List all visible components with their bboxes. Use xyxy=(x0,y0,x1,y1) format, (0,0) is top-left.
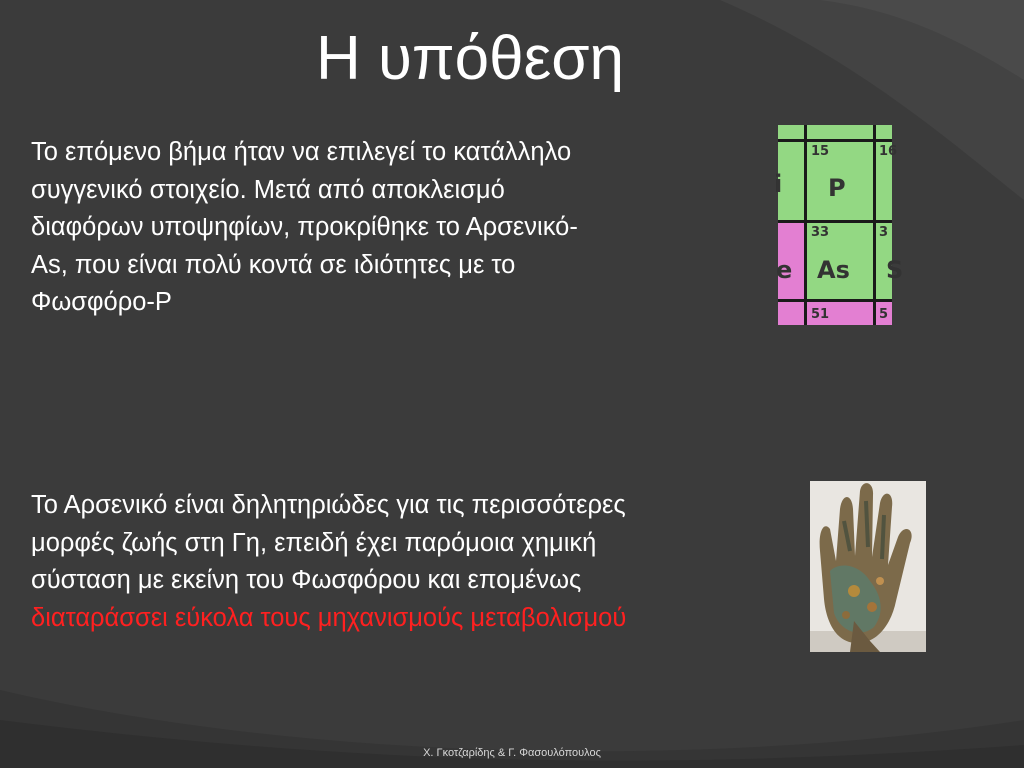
paragraph-line: συγγενικό στοιχείο. Μετά από αποκλεισμό xyxy=(31,175,505,204)
element-symbol: P xyxy=(828,174,846,202)
arsenic-poisoned-hand-image xyxy=(810,481,926,652)
footer-authors: Χ. Γκοτζαρίδης & Γ. Φασουλόπουλος xyxy=(423,747,601,759)
paragraph-line: As, που είναι πολύ κοντά σε ιδιότητες με το xyxy=(31,250,516,279)
element-cell-partial-right: 3 S xyxy=(876,223,892,299)
paragraph-line: σύσταση με εκείνη του Φωσφόρου και επομένως xyxy=(31,566,582,594)
hand-icon xyxy=(810,481,926,652)
highlighted-text: διαταράσσει εύκολα τους μηχανισμούς μεταβολισμού xyxy=(31,603,627,632)
paragraph-line: Το Αρσενικό είναι δηλητηριώδες για τις περισσότερες xyxy=(31,491,626,519)
element-cell-arsenic xyxy=(807,223,873,299)
element-cell-partial-right: 16 xyxy=(876,142,892,220)
element-cell-partial-left: e xyxy=(778,223,804,299)
atomic-number: 15 xyxy=(811,144,830,159)
paragraph-toxicity xyxy=(31,487,626,637)
element-cell-phosphorus xyxy=(807,142,873,220)
atomic-number: 33 xyxy=(811,225,830,240)
element-cell-partial-left: i xyxy=(778,142,804,220)
slide-title: Η υπόθεση xyxy=(315,24,625,93)
element-symbol: As xyxy=(817,256,850,284)
paragraph-line: Το επόμενο βήμα ήταν να επιλεγεί το κατάλληλο xyxy=(31,138,572,166)
paragraph-line: μορφές ζωής στη Γη, επειδή έχει παρόμοια χημική xyxy=(31,528,597,557)
periodic-table-excerpt: i 15 P 16 e 33 As 3 S 51 5 xyxy=(778,125,892,325)
paragraph-line: διαφόρων υποψηφίων, προκρίθηκε το Αρσενικό- xyxy=(31,213,578,241)
element-cell-antimony: 51 xyxy=(807,302,873,325)
paragraph-selection xyxy=(31,134,578,322)
paragraph-line: Φωσφόρο-P xyxy=(31,288,172,316)
